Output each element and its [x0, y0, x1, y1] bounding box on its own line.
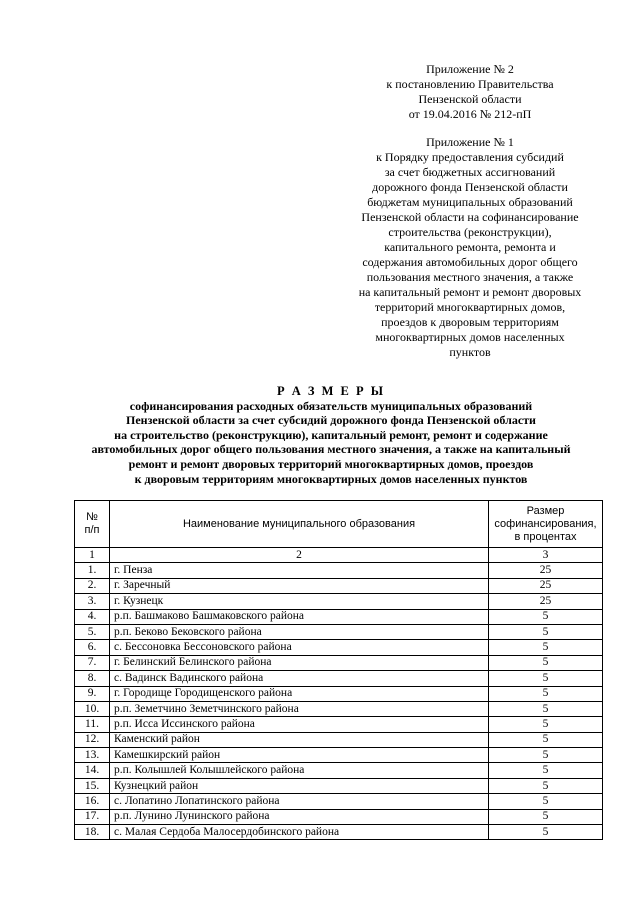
row-number: 14.: [75, 763, 110, 778]
appendix-1-line: многоквартирных домов населенных: [375, 330, 565, 344]
title-line: ремонт и ремонт дворовых территорий многоквартирных домов, проездов: [128, 456, 534, 471]
table-row: [75, 732, 603, 747]
document-title: [40, 384, 622, 486]
row-number: 12.: [75, 732, 110, 747]
row-number: 11.: [75, 717, 110, 732]
appendix-1-line: пунктов: [449, 345, 491, 359]
row-size: 5: [489, 825, 603, 840]
row-number: 15.: [75, 778, 110, 793]
title-line: к дворовым территориям многоквартирных домов населенных пунктов: [134, 471, 528, 486]
row-number: 4.: [75, 609, 110, 624]
row-size: 25: [489, 594, 603, 609]
appendix-1-line: за счет бюджетных ассигнований: [384, 165, 556, 179]
column-number-row: [75, 548, 603, 563]
table-row: [75, 748, 603, 763]
row-size: 5: [489, 717, 603, 732]
header-size-line1: Размер: [526, 504, 565, 517]
appendix-2-line: Пензенской области: [418, 92, 522, 106]
row-name: г. Городище Городищенского района: [110, 686, 489, 701]
header-size-line3: в процентах: [514, 530, 577, 543]
appendix-2-line: от 19.04.2016 № 212-пП: [408, 107, 532, 121]
table-row: [75, 594, 603, 609]
row-size: 5: [489, 763, 603, 778]
appendix-2-line: Приложение № 2: [426, 62, 514, 76]
table-row: [75, 640, 603, 655]
column-number: 2: [110, 548, 489, 563]
row-name: р.п. Башмаково Башмаковского района: [110, 609, 489, 624]
appendix-2-line: к постановлению Правительства: [386, 77, 554, 91]
table-row: [75, 778, 603, 793]
row-number: 8.: [75, 671, 110, 686]
row-name: Камешкирский район: [110, 748, 489, 763]
row-number: 5.: [75, 624, 110, 639]
row-number: 16.: [75, 794, 110, 809]
appendix-1-line: Приложение № 1: [426, 135, 514, 149]
row-size: 5: [489, 624, 603, 639]
title-line: софинансирования расходных обязательств муниципальных образований: [129, 398, 533, 413]
row-name: р.п. Земетчино Земетчинского района: [110, 701, 489, 716]
row-size: 5: [489, 748, 603, 763]
title-line: автомобильных дорог общего пользования местного значения, а также на капитальный: [91, 442, 571, 457]
row-size: 25: [489, 563, 603, 578]
table-row: [75, 655, 603, 670]
row-number: 17.: [75, 809, 110, 824]
row-size: 5: [489, 609, 603, 624]
header-num: [75, 501, 110, 548]
header-num-line2: п/п: [84, 524, 100, 536]
header-size-line2: софинансирования,: [494, 517, 597, 530]
row-number: 9.: [75, 686, 110, 701]
table-row: [75, 686, 603, 701]
appendix-1-line: содержания автомобильных дорог общего: [362, 255, 578, 269]
appendix-1-line: к Порядку предоставления субсидий: [376, 150, 564, 164]
table-row: [75, 809, 603, 824]
table-row: [75, 794, 603, 809]
table-header: [75, 501, 603, 548]
header-row: [75, 501, 603, 548]
header-size: [489, 501, 603, 548]
title-line: на строительство (реконструкцию), капитальный ремонт, ремонт и содержание: [114, 427, 548, 442]
row-size: 5: [489, 640, 603, 655]
row-name: с. Лопатино Лопатинского района: [110, 794, 489, 809]
row-name: г. Заречный: [110, 578, 489, 593]
row-name: г. Белинский Белинского района: [110, 655, 489, 670]
row-size: 5: [489, 671, 603, 686]
appendix-1-line: строительства (реконструкции),: [388, 225, 552, 239]
row-size: 5: [489, 686, 603, 701]
appendix-1-line: капитального ремонта, ремонта и: [384, 240, 556, 254]
appendix-1-line: пользования местного значения, а также: [366, 270, 574, 284]
row-number: 1.: [75, 563, 110, 578]
appendix-2-block: [340, 62, 600, 122]
appendix-1-line: территорий многоквартирных домов,: [374, 300, 566, 314]
row-name: с. Бессоновка Бессоновского района: [110, 640, 489, 655]
appendix-1-line: Пензенской области на софинансирование: [361, 210, 579, 224]
table-row: [75, 624, 603, 639]
row-name: р.п. Колышлей Колышлейского района: [110, 763, 489, 778]
row-size: 5: [489, 655, 603, 670]
table-row: [75, 825, 603, 840]
row-name: г. Пенза: [110, 563, 489, 578]
table-row: [75, 609, 603, 624]
row-name: с. Вадинск Вадинского района: [110, 671, 489, 686]
appendix-1-line: на капитальный ремонт и ремонт дворовых: [358, 285, 582, 299]
row-size: 5: [489, 778, 603, 793]
row-number: 2.: [75, 578, 110, 593]
table-row: [75, 717, 603, 732]
cofinancing-table: [74, 500, 603, 840]
table-row: [75, 701, 603, 716]
row-size: 25: [489, 578, 603, 593]
row-number: 18.: [75, 825, 110, 840]
row-name: Каменский район: [110, 732, 489, 747]
row-name: р.п. Лунино Лунинского района: [110, 809, 489, 824]
title-line: Пензенской области за счет субсидий дорожного фонда Пензенской области: [126, 413, 536, 428]
table-row: [75, 671, 603, 686]
column-number: 3: [489, 548, 603, 563]
row-name: с. Малая Сердоба Малосердобинского района: [110, 825, 489, 840]
row-name: Кузнецкий район: [110, 778, 489, 793]
table-row: [75, 578, 603, 593]
table-row: [75, 763, 603, 778]
appendix-1-line: дорожного фонда Пензенской области: [372, 180, 568, 194]
row-name: р.п. Исса Иссинского района: [110, 717, 489, 732]
row-number: 3.: [75, 594, 110, 609]
appendix-1-block: [340, 135, 600, 360]
row-size: 5: [489, 809, 603, 824]
row-size: 5: [489, 794, 603, 809]
header-num-line1: №: [86, 511, 98, 523]
table-body: [75, 548, 603, 840]
row-number: 7.: [75, 655, 110, 670]
column-number: 1: [75, 548, 110, 563]
row-number: 13.: [75, 748, 110, 763]
row-size: 5: [489, 701, 603, 716]
row-number: 6.: [75, 640, 110, 655]
title-heading: Р А З М Е Р Ы: [276, 384, 386, 398]
row-size: 5: [489, 732, 603, 747]
row-name: р.п. Беково Бековского района: [110, 624, 489, 639]
table-row: [75, 563, 603, 578]
appendix-1-line: бюджетам муниципальных образований: [367, 195, 573, 209]
appendix-1-line: проездов к дворовым территориям: [381, 315, 559, 329]
row-number: 10.: [75, 701, 110, 716]
header-name: Наименование муниципального образования: [110, 501, 489, 548]
row-name: г. Кузнецк: [110, 594, 489, 609]
